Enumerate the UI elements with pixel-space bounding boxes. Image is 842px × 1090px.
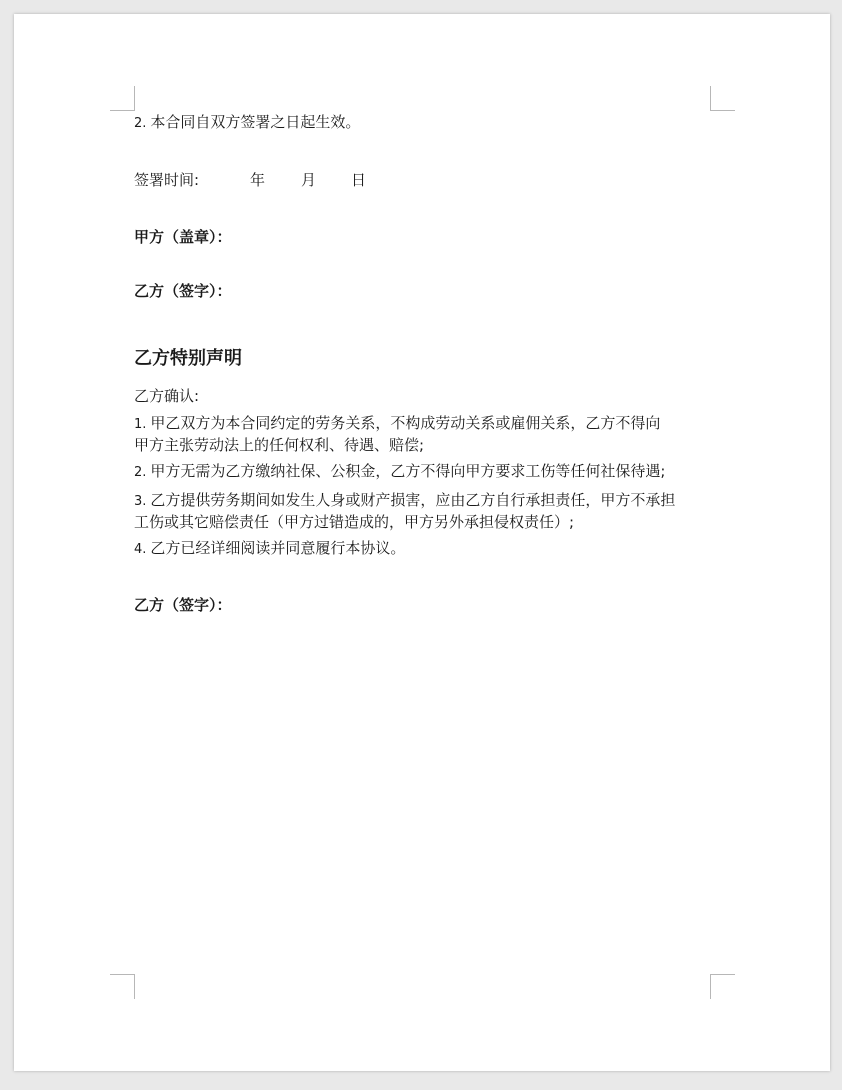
item-number: 4. bbox=[134, 542, 147, 557]
clause-number: 2. bbox=[134, 116, 147, 131]
item-text: 乙方提供劳务期间如发生人身或财产损害，应由乙方自行承担责任，甲方不承担 bbox=[150, 491, 676, 509]
declaration-item-1-cont: 甲方主张劳动法上的任何权利、待遇、赔偿; bbox=[134, 436, 425, 454]
item-text: 甲方无需为乙方缴纳社保、公积金，乙方不得向甲方要求工伤等任何社保待遇; bbox=[150, 462, 666, 480]
margin-corner-top-left bbox=[110, 86, 135, 111]
document-page bbox=[14, 14, 830, 1071]
item-text: 乙方已经详细阅读并同意履行本协议。 bbox=[150, 539, 406, 557]
item-number: 3. bbox=[134, 494, 147, 509]
declaration-item-3 bbox=[134, 489, 675, 513]
item-text: 甲乙双方为本合同约定的劳务关系，不构成劳动关系或雇佣关系，乙方不得向 bbox=[150, 414, 661, 432]
declaration-intro: 乙方确认: bbox=[134, 387, 200, 405]
party-b-sign-label-2: 乙方（签字）： bbox=[134, 596, 232, 614]
declaration-item-1 bbox=[134, 412, 660, 436]
party-b-sign-label: 乙方（签字）： bbox=[134, 282, 232, 300]
item-number: 2. bbox=[134, 465, 147, 480]
margin-corner-bottom-right bbox=[710, 974, 735, 999]
party-a-seal-label: 甲方（盖章）： bbox=[134, 228, 232, 246]
sign-date-day: 日 bbox=[351, 171, 367, 189]
declaration-title: 乙方特别声明 bbox=[134, 348, 242, 369]
clause-effective bbox=[134, 111, 360, 135]
sign-date-month: 月 bbox=[301, 171, 317, 189]
margin-corner-top-right bbox=[710, 86, 735, 111]
clause-text: 本合同自双方签署之日起生效。 bbox=[150, 113, 361, 131]
declaration-item-4 bbox=[134, 537, 405, 561]
item-number: 1. bbox=[134, 417, 147, 432]
declaration-item-2 bbox=[134, 460, 665, 484]
sign-date-year: 年 bbox=[250, 171, 266, 189]
sign-date-line bbox=[134, 169, 366, 191]
declaration-item-3-cont: 工伤或其它赔偿责任（甲方过错造成的，甲方另外承担侵权责任）; bbox=[134, 513, 575, 531]
sign-date-label: 签署时间: bbox=[134, 171, 200, 189]
margin-corner-bottom-left bbox=[110, 974, 135, 999]
